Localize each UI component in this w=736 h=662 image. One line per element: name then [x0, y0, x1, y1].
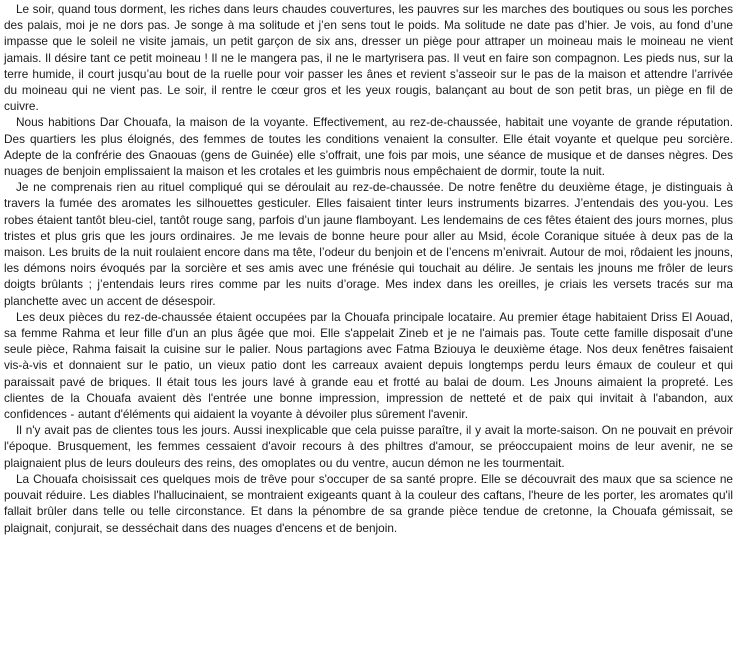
- paragraph-3: Je ne comprenais rien au rituel compliqué qui se déroulait au rez-de-chaussée. De notre fenêtre du deuxième étage, je distinguais à travers la fumée des aromates les silhouettes gesticuler. Elles faisaient tinter leurs instruments bizarres. J’entendais des you-you. Les robes étaient tantôt bleu-ciel, tantôt rouge sang, parfois d’un jaune flamboyant. Les lendemains de ces fêtes étaient des jours mornes, plus tristes et plus gris que les jours ordinaires. Je me levais de bonne heure pour aller au Msid, école Coranique située à deux pas de la maison. Les bruits de la nuit roulaient encore dans ma tête, l’odeur du benjoin et de l’encens m’enivrait. Autour de moi, rôdaient les jnouns, les démons noirs évoqués par la sorcière et ses amis avec une frénésie qui touchait au délire. Je sentais les jnouns me frôler de leurs doigts brûlants ; j’entendais leurs rires comme par les nuits d’orage. Mes index dans les oreilles, je criais les versets tracés sur ma planchette avec un accent de désespoir.: [4, 180, 733, 308]
- paragraph-2: Nous habitions Dar Chouafa, la maison de la voyante. Effectivement, au rez-de-chaussée, habitait une voyante de grande réputation. Des quartiers les plus éloignés, des femmes de toutes les conditions venaient la consulter. Elle était voyante et quelque peu sorcière. Adepte de la confrérie des Gnaouas (gens de Guinée) elle s’offrait, une fois par mois, une séance de musique et de danses nègres. Des nuages de benjoin emplissaient la maison et les crotales et les guimbris nous empêchaient de dormir, toute la nuit.: [4, 115, 733, 179]
- paragraph-5: Il n'y avait pas de clientes tous les jours. Aussi inexplicable que cela puisse paraître, il y avait la morte-saison. On ne pouvait en prévoir l'époque. Brusquement, les femmes cessaient d'avoir recours à des philtres d'amour, se préoccupaient moins de leur avenir, ne se plaignaient plus de leurs douleurs des reins, des omoplates ou du ventre, aucun démon ne les tourmentait.: [4, 423, 733, 470]
- paragraph-4: Les deux pièces du rez-de-chaussée étaient occupées par la Chouafa principale locataire. Au premier étage habitaient Driss El Aouad, sa femme Rahma et leur fille d'un an plus âgée que moi. Elle s'appelait Zineb et je ne l'aimais pas. Toute cette famille disposait d'une seule pièce, Rahma faisait la cuisine sur le palier. Nous partagions avec Fatma Bziouya le deuxième étage. Nos deux fenêtres faisaient vis-à-vis et donnaient sur le patio, un vieux patio dont les carreaux avaient depuis longtemps perdu leurs émaux de couleur et qui paraissait pavé de briques. Il était tous les jours lavé à grande eau et frotté au balai de doum. Les Jnouns aimaient la propreté. Les clientes de la Chouafa avaient dès l'entrée une bonne impression, impression de netteté et de paix qui invitait à l'abandon, aux confidences - autant d'éléments qui aidaient la voyante à dévoiler plus sûrement l'avenir.: [4, 309, 733, 422]
- paragraph-1: Le soir, quand tous dorment, les riches dans leurs chaudes couvertures, les pauvres sur les marches des boutiques ou sous les porches des palais, moi je ne dors pas. Je songe à ma solitude et j’en sens tout le poids. Ma solitude ne date pas d’hier. Je vois, au fond d’une impasse que le soleil ne visite jamais, un petit garçon de six ans, dresser un piège pour attraper un moineau mais le moineau ne vient jamais. Il désire tant ce petit moineau ! Il ne le mangera pas, il ne le martyrisera pas. Il veut en faire son compagnon. Les pieds nus, sur la terre humide, il court jusqu’au bout de la ruelle pour voir passer les ânes et revient s’asseoir sur le pas de la maison et attendre l’arrivée du moineau qui ne vient pas. Le soir, il rentre le cœur gros et les yeux rougis, balançant au bout de son petit bras, un piège en fil de cuivre.: [4, 2, 733, 114]
- paragraph-6: La Chouafa choisissait ces quelques mois de trêve pour s'occuper de sa santé propre. Elle se découvrait des maux que sa science ne pouvait réduire. Les diables l'hallucinaient, se montraient exigeants quant à la couleur des caftans, l'heure de les porter, les aromates qu'il fallait brûler dans telle ou telle circonstance. Et dans la pénombre de sa grande pièce tendue de cretonne, la Chouafa gémissait, se plaignait, conjurait, se desséchait dans des nuages d'encens et de benjoin.: [4, 471, 733, 535]
